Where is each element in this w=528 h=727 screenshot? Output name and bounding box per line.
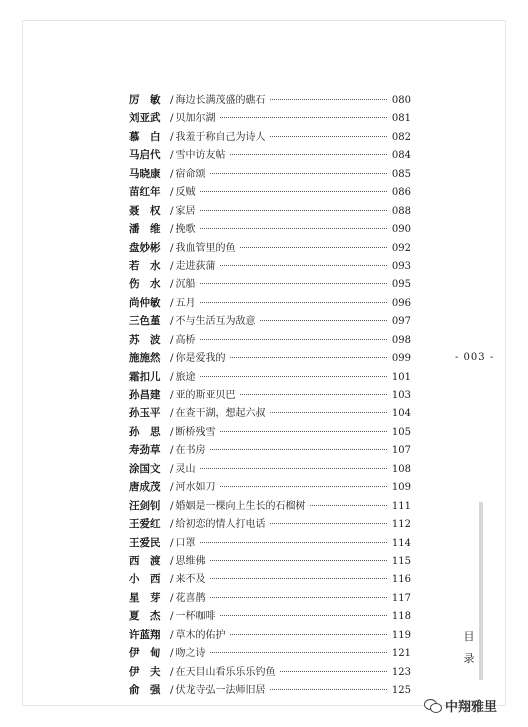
toc-title: 婚姻是一棵向上生长的石榴树 [175, 500, 306, 512]
toc-page-number: 107 [391, 445, 411, 457]
toc-leader [220, 431, 387, 432]
toc-title: 一杯咖啡 [175, 611, 216, 623]
toc-title: 口罩 [175, 537, 196, 549]
toc-entry [129, 515, 411, 533]
toc-author: 汪剑钊 [129, 499, 161, 512]
side-label-char-1: 目 [463, 630, 475, 643]
toc-separator: / [170, 370, 174, 383]
toc-title: 花喜鹊 [175, 592, 206, 604]
toc-leader [270, 136, 387, 137]
toc-leader [210, 597, 387, 598]
toc-leader [210, 449, 387, 450]
toc-title: 在查干湖，想起六叔 [175, 408, 266, 420]
toc-page-number: 111 [391, 500, 411, 512]
toc-title: 在书房 [175, 445, 206, 457]
toc-title: 思维佛 [175, 555, 206, 567]
toc-author: 苏 波 [129, 333, 161, 346]
toc-author: 小 西 [129, 573, 161, 586]
toc-separator: / [170, 223, 174, 236]
toc-leader [220, 265, 387, 266]
toc-author: 尚仲敏 [129, 296, 161, 309]
toc-leader [220, 486, 387, 487]
toc-leader [230, 357, 387, 358]
toc-entry [129, 109, 411, 127]
toc-title: 你是爱我的 [175, 353, 226, 365]
toc-title: 吻之诗 [175, 648, 206, 660]
toc-page-number: 116 [391, 574, 411, 586]
toc-entry [129, 497, 411, 515]
toc-entry [129, 146, 411, 164]
toc-page-number: 118 [391, 611, 411, 623]
toc-page-number: 095 [391, 279, 411, 291]
toc-page-number: 109 [391, 482, 411, 494]
toc-entry [129, 644, 411, 662]
toc-leader [270, 99, 387, 100]
toc-title: 来不及 [175, 574, 206, 586]
toc-entry [129, 663, 411, 681]
toc-leader [310, 505, 387, 506]
toc-entry [129, 257, 411, 275]
toc-leader [200, 283, 387, 284]
toc-author: 霜扣儿 [129, 370, 161, 383]
toc-author: 厉 敏 [129, 94, 161, 106]
toc-entry [129, 423, 411, 441]
toc-entry [129, 478, 411, 496]
toc-leader [220, 615, 387, 616]
toc-leader [200, 210, 387, 211]
toc-title: 在天目山看乐乐乐钓鱼 [175, 666, 276, 678]
toc-page-number: 112 [391, 519, 411, 531]
toc-separator: / [170, 554, 174, 567]
toc-title: 雪中访友帖 [175, 150, 226, 162]
toc-title: 不与生活互为敌意 [175, 316, 256, 328]
toc-author: 马启代 [129, 149, 161, 162]
toc-title: 走进荻蒲 [175, 260, 216, 272]
toc-leader [210, 652, 387, 653]
toc-page-number: 080 [391, 95, 411, 106]
toc-separator: / [170, 481, 174, 494]
toc-page-number: 092 [391, 242, 411, 254]
toc-title: 反贼 [175, 187, 196, 199]
toc-leader [200, 191, 387, 192]
toc-title: 沉船 [175, 279, 196, 291]
toc-title: 亚的斯亚贝巴 [175, 390, 236, 401]
toc-title: 灵山 [175, 463, 196, 475]
toc-title: 我血管里的鱼 [175, 242, 236, 254]
toc-page-number: 096 [391, 297, 411, 309]
toc-leader [240, 394, 387, 395]
toc-page-number: 098 [391, 334, 411, 346]
toc-author: 伊 夫 [129, 665, 161, 678]
toc-entry [129, 220, 411, 238]
toc-page-number: 121 [391, 648, 411, 660]
toc-page-number: 104 [391, 408, 411, 420]
toc-entry [129, 570, 411, 588]
toc-author: 西 渡 [129, 554, 161, 567]
toc-leader [270, 523, 387, 524]
toc-page-number: 093 [391, 260, 411, 272]
toc-entry [129, 441, 411, 459]
toc-leader [200, 228, 387, 229]
toc-title: 五月 [175, 297, 196, 309]
toc-page-number: 086 [391, 187, 411, 199]
toc-title: 草木的佑护 [175, 629, 226, 641]
toc-author: 潘 维 [129, 223, 161, 236]
toc-separator: / [170, 278, 174, 291]
toc-entry [129, 165, 411, 183]
toc-author: 盘妙彬 [129, 241, 161, 254]
toc-author: 唐成茂 [129, 481, 161, 494]
toc-separator: / [170, 462, 174, 475]
toc-page-number: 117 [391, 592, 411, 604]
toc-author: 刘亚武 [129, 112, 161, 125]
toc-leader [270, 689, 387, 690]
toc-separator: / [170, 149, 174, 162]
toc-separator: / [170, 665, 174, 678]
toc-title: 旅途 [175, 371, 196, 383]
watermark [424, 696, 497, 715]
toc-page-number: 119 [391, 629, 411, 641]
toc-leader [210, 578, 387, 579]
toc-leader [200, 542, 387, 543]
toc-separator: / [170, 186, 174, 199]
toc-entry [129, 534, 411, 552]
toc-separator: / [170, 610, 174, 623]
toc-separator: / [170, 352, 174, 365]
toc-entry [129, 294, 411, 312]
toc-entry [129, 460, 411, 478]
toc-page-number: 103 [391, 390, 411, 401]
table-of-contents [129, 91, 411, 699]
toc-title: 给初恋的情人打电话 [175, 519, 266, 531]
toc-separator: / [170, 241, 174, 254]
toc-page-number: 085 [391, 168, 411, 180]
toc-entry [129, 331, 411, 349]
toc-leader [240, 247, 387, 248]
toc-title: 断桥残雪 [175, 426, 216, 438]
toc-page-number: 082 [391, 131, 411, 143]
toc-entry [129, 681, 411, 699]
toc-title: 家居 [175, 205, 196, 217]
toc-author: 寿劲草 [129, 444, 161, 457]
toc-title: 挽歌 [175, 224, 196, 236]
toc-author: 马晓康 [129, 167, 161, 180]
toc-title: 海边长满茂盛的礁石 [175, 95, 266, 106]
toc-separator: / [170, 167, 174, 180]
toc-leader [200, 339, 387, 340]
toc-page-number: 108 [391, 463, 411, 475]
toc-title: 我羞于称自己为诗人 [175, 131, 266, 143]
toc-leader [200, 468, 387, 469]
toc-author: 三色堇 [129, 315, 161, 328]
toc-title: 贝加尔湖 [175, 113, 216, 125]
toc-page-number: 097 [391, 316, 411, 328]
toc-leader [270, 412, 387, 413]
toc-separator: / [170, 536, 174, 549]
toc-page-number: 081 [391, 113, 411, 125]
side-label-char-2: 录 [463, 652, 475, 665]
toc-separator: / [170, 425, 174, 438]
toc-author: 若 水 [129, 259, 161, 272]
toc-author: 星 芽 [129, 591, 161, 604]
toc-page-number: 123 [391, 666, 411, 678]
toc-page-number: 088 [391, 205, 411, 217]
toc-entry [129, 91, 411, 109]
toc-author: 夏 杰 [129, 610, 161, 623]
toc-leader [210, 560, 387, 561]
toc-author: 俞 强 [129, 684, 161, 696]
toc-separator: / [170, 204, 174, 217]
toc-author: 孙昌建 [129, 389, 161, 401]
toc-title: 高桥 [175, 334, 196, 346]
toc-entry [129, 202, 411, 220]
toc-leader [200, 376, 387, 377]
toc-leader [210, 173, 387, 174]
toc-separator: / [170, 591, 174, 604]
toc-title: 伏龙寺弘一法师旧居 [175, 685, 266, 696]
toc-separator: / [170, 647, 174, 660]
toc-separator: / [170, 499, 174, 512]
toc-entry [129, 552, 411, 570]
toc-page-number: 114 [391, 537, 411, 549]
toc-page-number: 105 [391, 426, 411, 438]
toc-title: 河水如刀 [175, 482, 216, 494]
toc-entry [129, 589, 411, 607]
toc-author: 孙 思 [129, 425, 161, 438]
toc-page-number: 084 [391, 150, 411, 162]
toc-separator: / [170, 389, 174, 401]
toc-entry [129, 183, 411, 201]
toc-entry [129, 404, 411, 422]
toc-separator: / [170, 407, 174, 420]
toc-page-number: 115 [391, 555, 411, 567]
toc-leader [280, 671, 387, 672]
toc-author: 涂国文 [129, 462, 161, 475]
toc-separator: / [170, 573, 174, 586]
side-bar [479, 502, 483, 680]
toc-page-number: 090 [391, 224, 411, 236]
toc-author: 伊 甸 [129, 647, 161, 660]
toc-author: 王爱红 [129, 518, 161, 531]
toc-author: 孙玉平 [129, 407, 161, 420]
toc-separator: / [170, 315, 174, 328]
toc-entry [129, 368, 411, 386]
toc-author: 许蓝翔 [129, 628, 161, 641]
toc-entry [129, 607, 411, 625]
toc-author: 伤 水 [129, 278, 161, 291]
toc-separator: / [170, 684, 174, 696]
toc-author: 慕 白 [129, 130, 161, 143]
toc-author: 聂 权 [129, 204, 161, 217]
toc-author: 王爱民 [129, 536, 161, 549]
toc-entry [129, 239, 411, 257]
toc-leader [260, 320, 387, 321]
toc-entry [129, 128, 411, 146]
toc-separator: / [170, 112, 174, 125]
toc-leader [230, 634, 387, 635]
toc-separator: / [170, 259, 174, 272]
toc-separator: / [170, 333, 174, 346]
toc-leader [220, 117, 387, 118]
toc-separator: / [170, 130, 174, 143]
toc-entry [129, 626, 411, 644]
page-number: - 003 - [455, 352, 495, 363]
toc-author: 苗红年 [129, 186, 161, 199]
toc-author: 施施然 [129, 352, 161, 365]
side-label [462, 626, 476, 670]
toc-separator: / [170, 296, 174, 309]
toc-entry [129, 312, 411, 330]
toc-page-number: 101 [391, 371, 411, 383]
watermark-text: 中翔雅里 [445, 700, 498, 715]
toc-page-number: 125 [391, 685, 411, 696]
toc-title: 宿命颂 [175, 168, 206, 180]
toc-page-number: 099 [391, 353, 411, 365]
toc-entry [129, 386, 411, 404]
toc-entry [129, 275, 411, 293]
toc-separator: / [170, 94, 174, 106]
toc-separator: / [170, 628, 174, 641]
toc-separator: / [170, 518, 174, 531]
wechat-icon [424, 698, 442, 713]
toc-leader [200, 302, 387, 303]
toc-entry [129, 349, 411, 367]
toc-leader [230, 154, 387, 155]
toc-separator: / [170, 444, 174, 457]
